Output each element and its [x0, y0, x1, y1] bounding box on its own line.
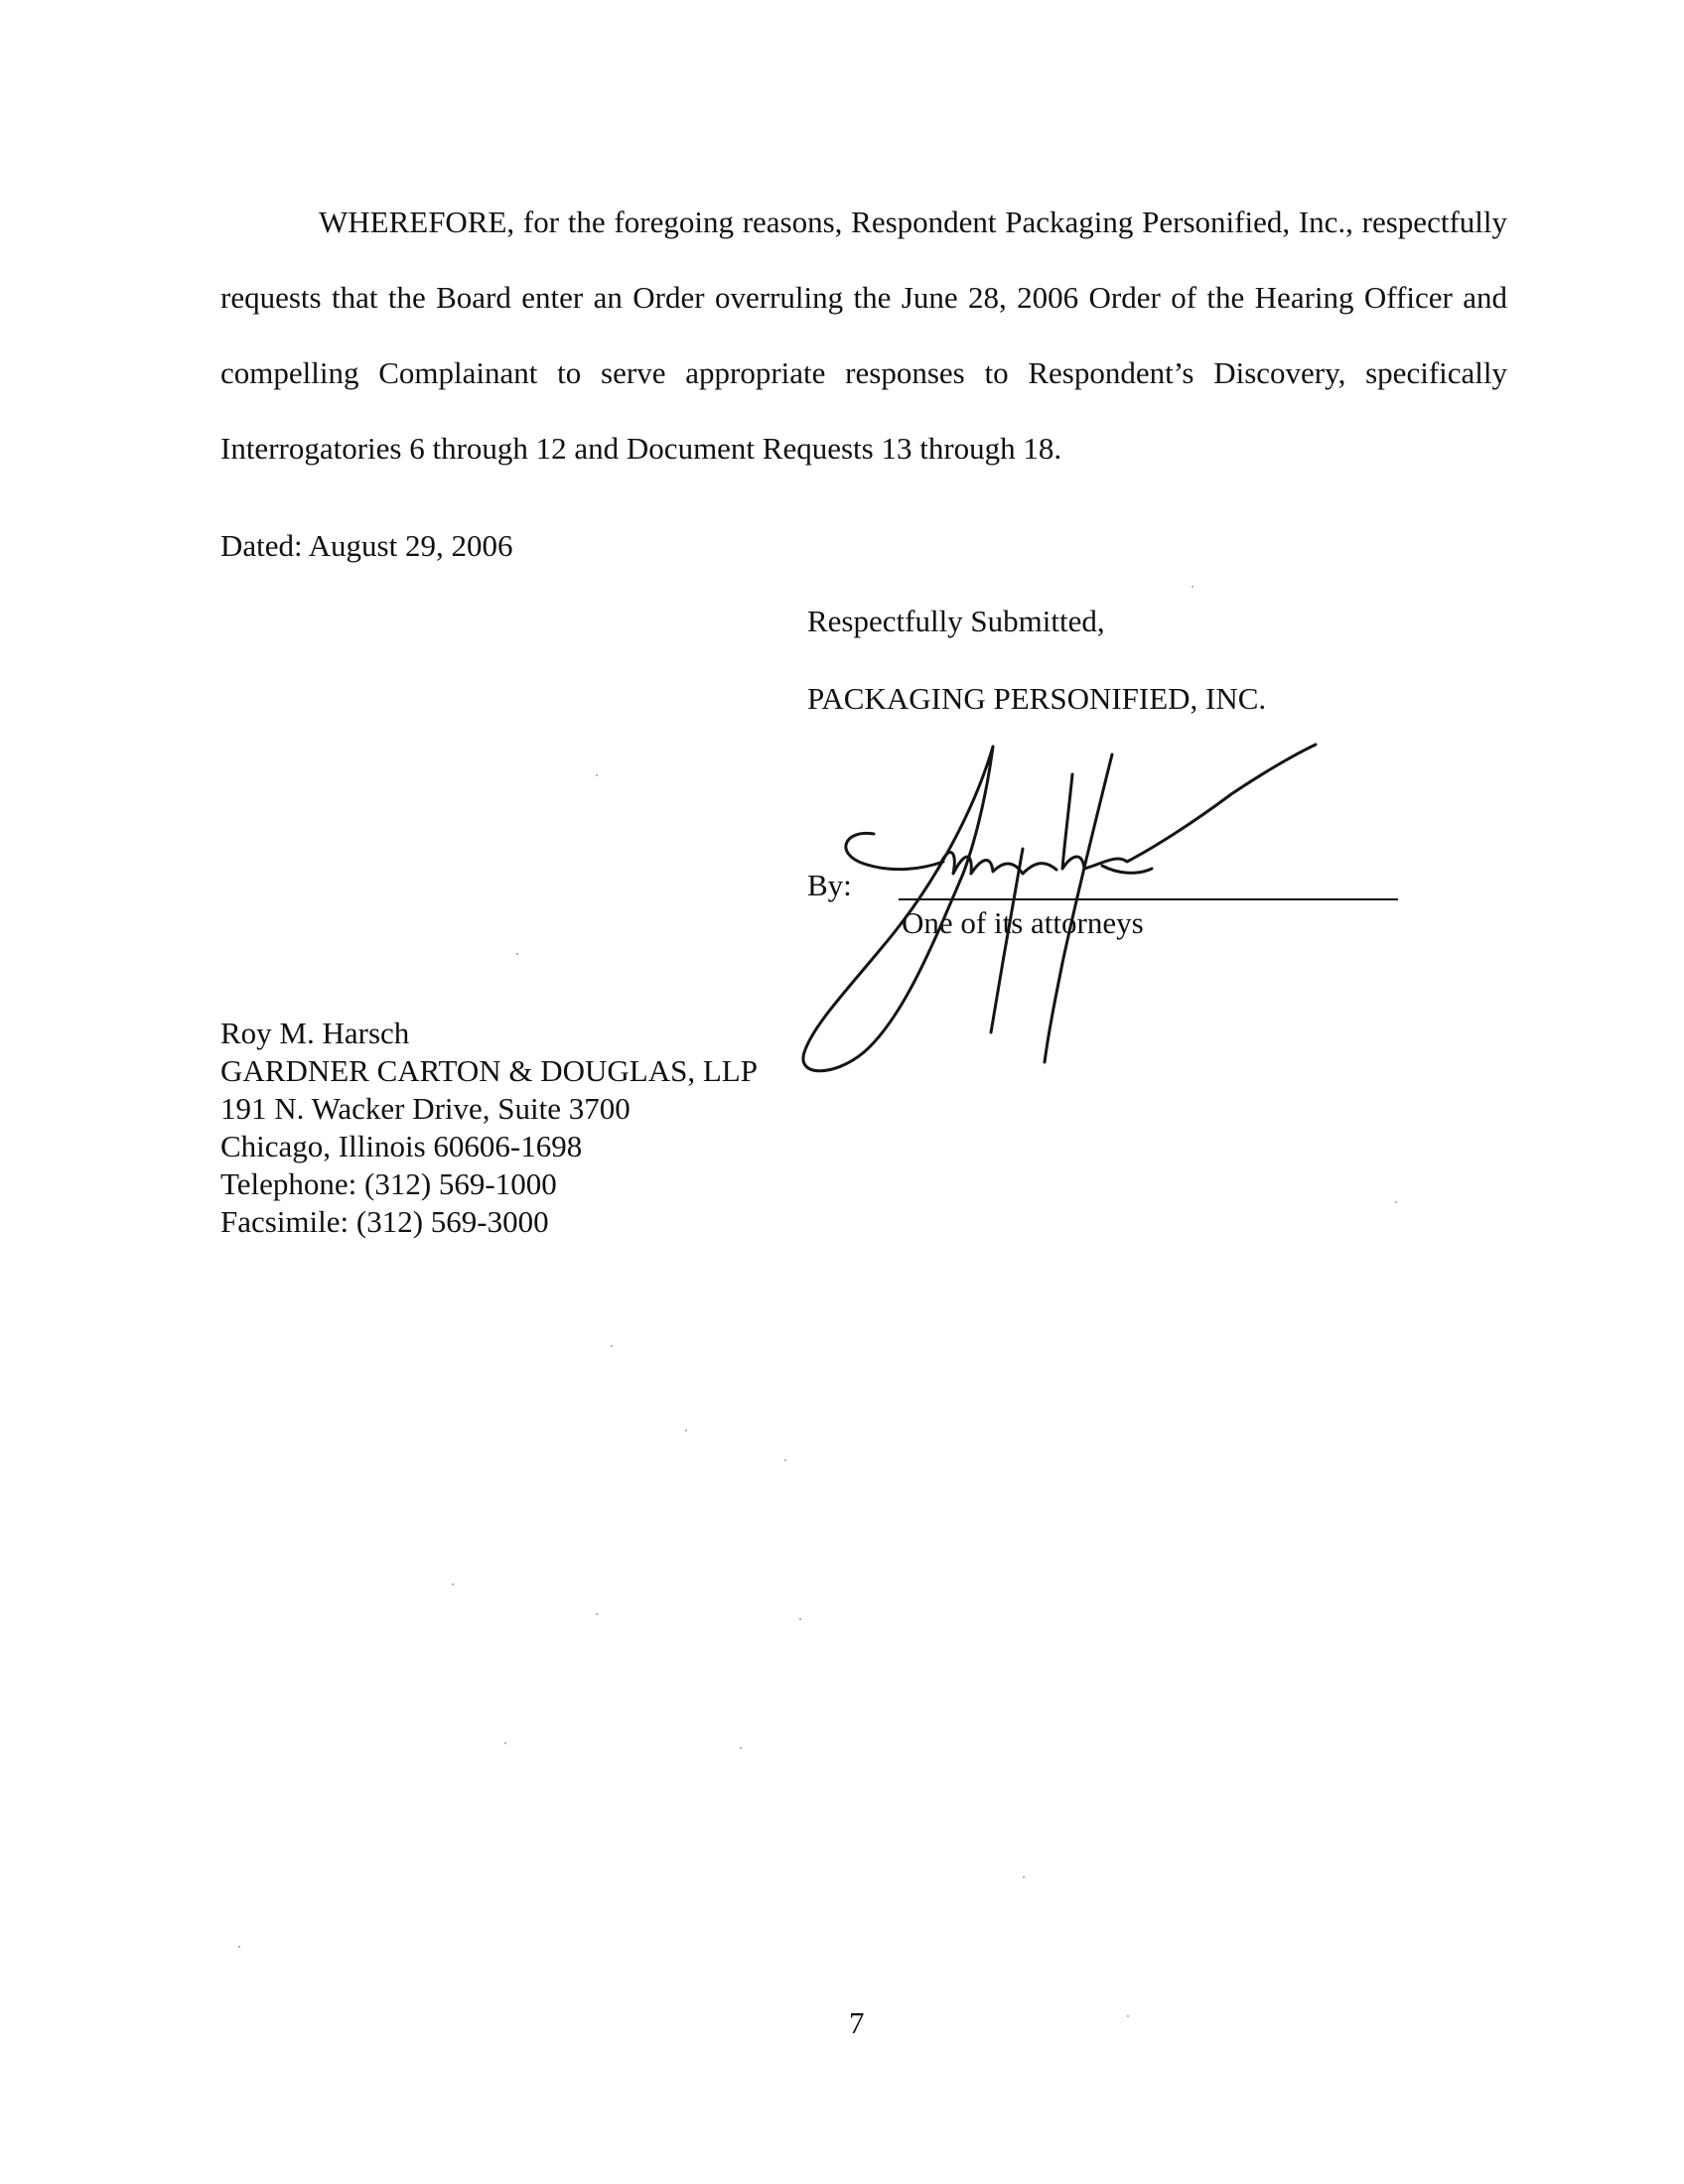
- counsel-telephone: Telephone: (312) 569-1000: [220, 1166, 557, 1201]
- by-label: By:: [807, 868, 852, 902]
- handwritten-signature: [774, 735, 1331, 1092]
- counsel-firm: GARDNER CARTON & DOUGLAS, LLP: [220, 1053, 758, 1088]
- scan-speck: [452, 1583, 454, 1585]
- scan-speck: [799, 1618, 801, 1620]
- scan-speck: [784, 1459, 786, 1461]
- scan-speck: [685, 1430, 687, 1432]
- counsel-street: 191 N. Wacker Drive, Suite 3700: [220, 1091, 631, 1126]
- scan-speck: [1127, 2015, 1129, 2017]
- scan-speck: [504, 1742, 506, 1744]
- party-name: PACKAGING PERSONIFIED, INC.: [807, 681, 1267, 716]
- scan-speck: [1395, 1201, 1397, 1203]
- wherefore-paragraph: WHEREFORE, for the foregoing reasons, Respondent Packaging Personified, Inc., respectfully requests that the Board enter an Order overruling the June 28, 2006 Order of the Hearing Officer and compelling Complainant to serve appropriate responses to Respondent’s Discovery, specifically Interrogatories 6 through 12 and Document Requests 13 through 18.: [220, 205, 1507, 466]
- scan-speck: [611, 1345, 613, 1347]
- scan-speck: [238, 1946, 240, 1948]
- scan-speck: [1192, 586, 1193, 588]
- dated-line: Dated: August 29, 2006: [220, 528, 513, 563]
- closing-text: Respectfully Submitted,: [807, 604, 1105, 638]
- signature-caption: One of its attorneys: [902, 905, 1144, 940]
- scan-speck: [740, 1747, 742, 1749]
- counsel-name: Roy M. Harsch: [220, 1016, 410, 1050]
- counsel-address-block: [220, 1015, 758, 1241]
- counsel-city: Chicago, Illinois 60606-1698: [220, 1129, 583, 1163]
- counsel-facsimile: Facsimile: (312) 569-3000: [220, 1204, 549, 1239]
- scan-speck: [1023, 1876, 1025, 1878]
- scan-speck: [596, 1613, 598, 1615]
- scan-speck: [596, 774, 598, 776]
- page-number: 7: [849, 2005, 865, 2040]
- scan-speck: [516, 953, 518, 955]
